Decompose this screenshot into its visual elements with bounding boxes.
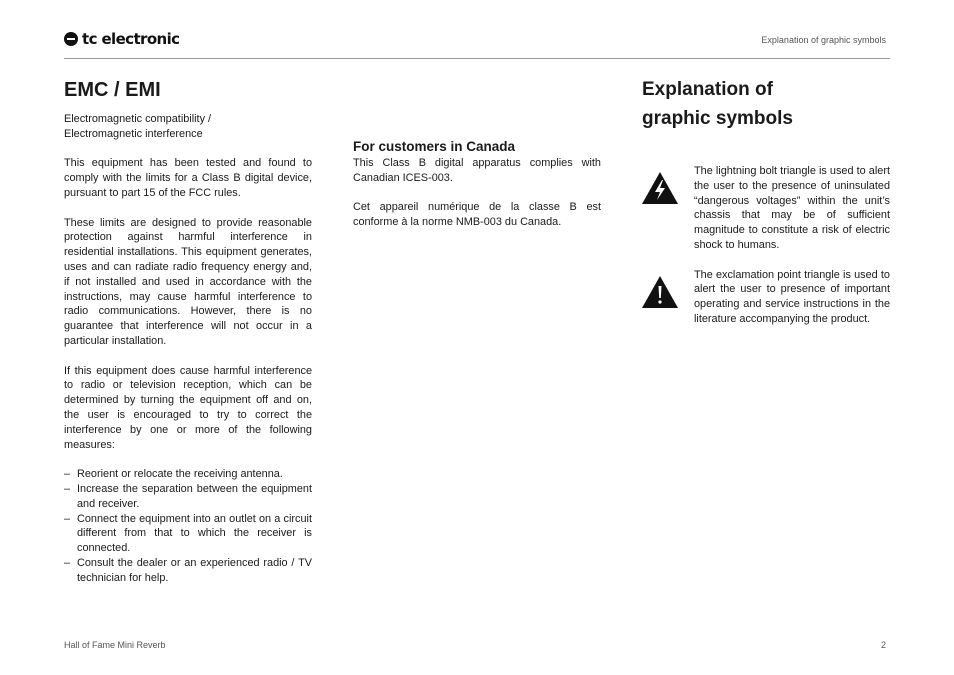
exclamation-description: The exclamation point triangle is used to alert the user to presence of important operating and service instructions in the literature accompanying the product.	[694, 268, 890, 325]
page-number: 2	[880, 640, 886, 650]
exclamation-symbol-row	[642, 268, 890, 327]
tc-logo-icon	[64, 32, 78, 46]
canada-paragraph-fr: Cet appareil numérique de la classe B est conforme à la norme NMB-003 du Canada.	[353, 201, 601, 229]
canada-title: For customers in Canada	[353, 139, 516, 154]
emc-title: EMC / EMI	[64, 79, 161, 101]
symbols-title: Explanation of graphic symbols	[642, 79, 793, 129]
list-item: – Connect the equipment into an outlet on a circuit different from that to which the receiver is connected.	[64, 512, 312, 555]
emc-subtitle-line1: Electromagnetic compatibility /	[64, 113, 212, 125]
symbols-column	[642, 75, 890, 342]
brand-logo	[64, 30, 179, 48]
list-item: – Consult the dealer or an experienced radio / TV technician for help.	[64, 556, 312, 584]
emc-subtitle-line2: Electromagnetic interference	[64, 127, 203, 140]
emc-paragraph-2: These limits are designed to provide reasonable protection against harmful interference in residential installations. This equipment generates, uses and can radiate radio frequency energy and, if not installed and used in accordance with the instructions, may cause harmful interference to radio communications. However, there is no guarantee that interference will not occur in a particular installation.	[64, 216, 312, 347]
exclamation-triangle-icon	[642, 268, 694, 327]
lightning-bolt-triangle-icon	[642, 164, 694, 253]
emc-subtitle	[64, 112, 312, 142]
header-divider	[64, 58, 890, 59]
header-section-title: Explanation of graphic symbols	[761, 35, 886, 45]
list-item: – Reorient or relocate the receiving antenna.	[64, 468, 283, 481]
footer-product-name: Hall of Fame Mini Reverb	[64, 640, 166, 650]
lightning-description: The lightning bolt triangle is used to alert the user to the presence of uninsulated “dangerous voltages” within the unit’s chassis that may be of sufficient magnitude to constitute a risk of electric shock to humans.	[694, 165, 890, 251]
emc-paragraph-1: This equipment has been tested and found to comply with the limits for a Class B digital device, pursuant to part 15 of the FCC rules.	[64, 157, 312, 199]
lightning-symbol-row	[642, 164, 890, 253]
measures-list	[64, 467, 312, 585]
canada-column	[353, 139, 601, 245]
canada-paragraph-en: This Class B digital apparatus complies with Canadian ICES-003.	[353, 157, 601, 184]
emc-paragraph-3: If this equipment does cause harmful interference to radio or television reception, which can be determined by turning the equipment off and on, the user is encouraged to try to correct the interference by one or more of the following measures:	[64, 364, 312, 451]
brand-name: tc electronic	[82, 30, 180, 48]
emc-column	[64, 78, 312, 586]
list-item: – Increase the separation between the equipment and receiver.	[64, 482, 312, 510]
